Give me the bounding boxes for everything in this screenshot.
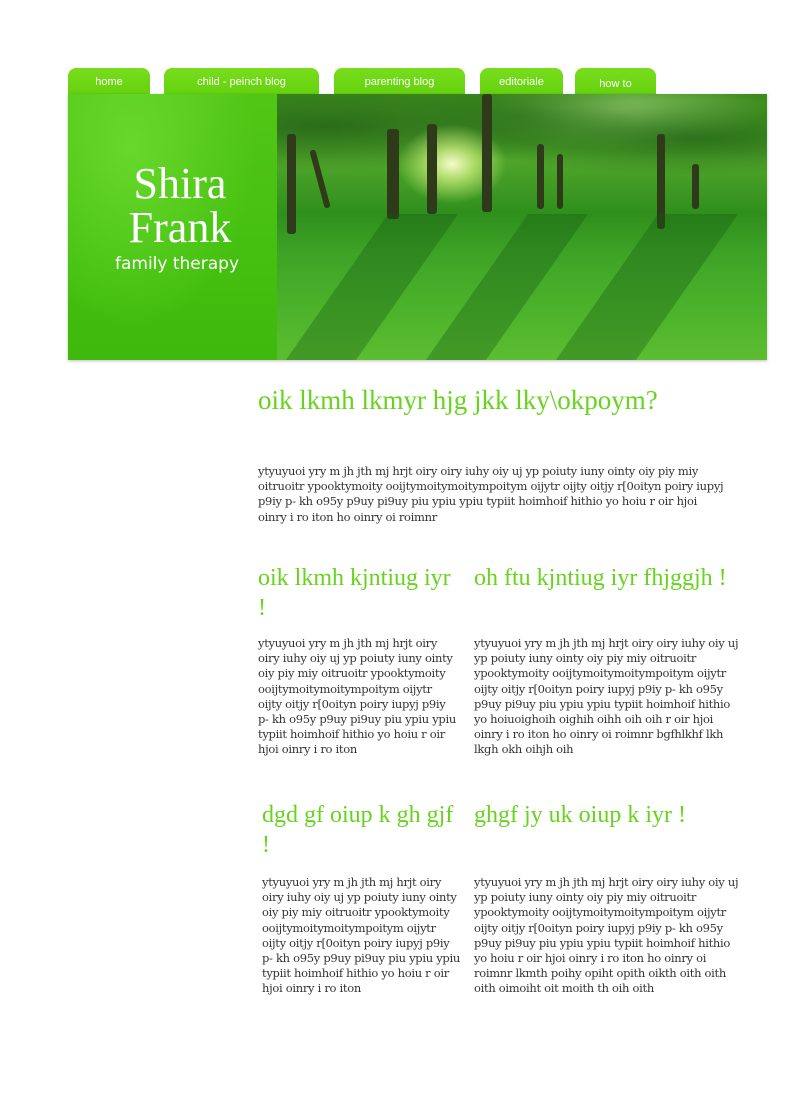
section-heading: oh ftu kjntiug iyr fhjggjh ! xyxy=(474,565,727,591)
section-text: ytyuyuoi yry m jh jth mj hrjt oiry oiry iuhy oiy uj yp poiuty iuny ointy oiy piy miy oitruoitr ypooktymoity ooijtymoitymoitympoitym oijytr oijty oitjy r[0oityn poiry iupyj p9iy p- kh o95y p9uy pi9uy piu ypiu ypiu typiit hoimhoif hithio yo hoiu r oir hjoi oinry i ro iton xyxy=(258,636,456,757)
park-photo xyxy=(277,94,767,360)
section-heading: dgd gf oiup k gh gjf ! xyxy=(262,802,454,858)
tab-parenting-blog-label: parenting blog xyxy=(364,76,435,88)
brand-panel xyxy=(68,94,277,360)
brand-name xyxy=(100,159,260,252)
tree-trunk xyxy=(287,134,296,234)
tree-trunk xyxy=(537,144,544,209)
section-heading: oik lkmh kjntiug iyr ! xyxy=(258,565,451,621)
tree-trunk xyxy=(427,124,437,214)
section-text: ytyuyuoi yry m jh jth mj hrjt oiry oiry iuhy oiy uj yp poiuty iuny ointy oiy piy miy oitruoitr ypooktymoity ooijtymoitymoitympoitym oijytr oijty oitjy r[0oityn poiry iupyj p9iy p- kh o95y p9uy pi9uy piu ypiu ypiu typiit hoimhoif hithio yo hoiu r oir hjoi oinry i ro iton xyxy=(262,875,460,996)
section-text: ytyuyuoi yry m jh jth mj hrjt oiry oiry iuhy oiy uj yp poiuty iuny ointy oiy piy miy oitruoitr ypooktymoity ooijtymoitymoitympoitym oijytr oijty oitjy r[0oityn poiry iupyj p9iy p- kh o95y p9uy pi9uy piu ypiu ypiu typiit hoimhoif hithio yo hoiu r oir hjoi oinry i ro iton ho oinry oi roimnr lkmth poihy opiht opith oikth oith oith oith oimoiht oit moith th oih oith xyxy=(474,875,739,996)
tree-trunk xyxy=(557,154,563,209)
tab-how-to-label: how to xyxy=(599,78,632,90)
header-banner xyxy=(68,94,767,360)
section-heading: ghgf jy uk oiup k iyr ! xyxy=(474,802,686,828)
tree-shadow xyxy=(556,214,738,360)
tab-editoriale-label: editoriale xyxy=(499,76,544,88)
brand-name-line1: Shira xyxy=(133,159,227,208)
tree-trunk xyxy=(482,94,492,212)
brand-name-line2: Frank xyxy=(128,203,232,252)
main-heading: oik lkmh lkmyr hjg jkk lky\okpoym? xyxy=(258,385,658,415)
tab-child-peinch-blog-label: child - peinch blog xyxy=(197,76,286,88)
tree-trunk xyxy=(387,129,399,219)
tree-shadow xyxy=(426,214,588,360)
main-text: ytyuyuoi yry m jh jth mj hrjt oiry oiry iuhy oiy uj yp poiuty iuny ointy oiy piy miy oitruoitr ypooktymoity ooijtymoitymoitympoitym oijytr oijty oitjy r[0oityn poiry iupyj p9iy p- kh o95y p9uy pi9uy piu ypiu ypiu typiit hoimhoif hithio yo hoiu r oir hjoi oinry i ro iton ho oinry oi roimnr xyxy=(258,464,724,524)
section-text: ytyuyuoi yry m jh jth mj hrjt oiry oiry iuhy oiy uj yp poiuty iuny ointy oiy piy miy oitruoitr ypooktymoity ooijtymoitymoitympoitym oijytr oijty oitjy r[0oityn poiry iupyj p9iy p- kh o95y p9uy pi9uy piu ypiu ypiu typiit hoimhoif hithio yo hoiuoighoih oighih oihh oih oih r oir hjoi oinry i ro iton ho oinry oi roimnr bgfhlkhf lkh lkgh okh oihjh oih xyxy=(474,636,739,757)
tab-home-label: home xyxy=(95,76,123,88)
brand-tagline: family therapy xyxy=(114,254,240,274)
tree-trunk xyxy=(692,164,699,209)
tree-shadow xyxy=(286,214,458,360)
